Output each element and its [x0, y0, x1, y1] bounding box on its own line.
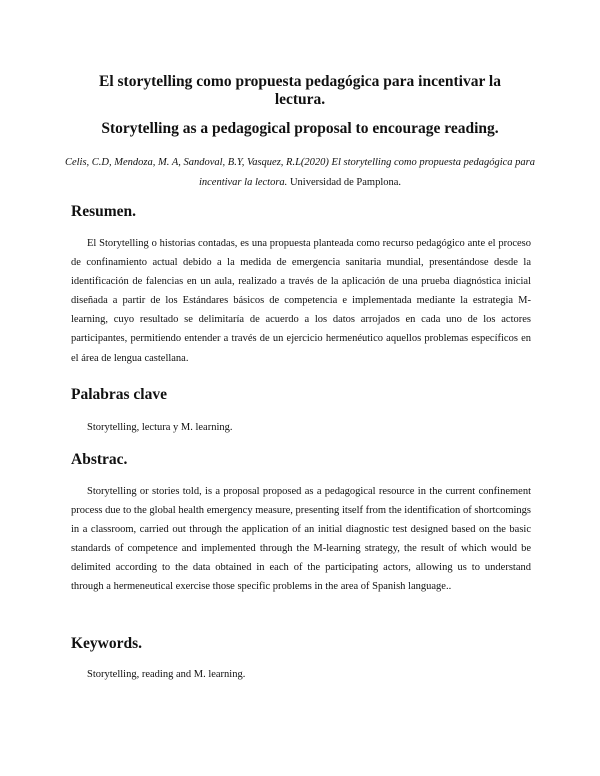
keywords-text: Storytelling, reading and M. learning. [87, 669, 246, 680]
title-english: Storytelling as a pedagogical proposal to encourage reading. [101, 120, 499, 137]
resumen-paragraph: El Storytelling o historias contadas, es una propuesta planteada como recurso pedagógico ante el proceso de confinamiento actual debido a la medida de emergencia sanitaria mundial, presentándose desde la identificación de falencias en un aula, realizado a través de la aplicación de una prueba diagnóstica inicial diseñada a partir de los Estándares básicos de competencia e implementada mediante la estrategia M- learning, cuyo resultado se delimitaría de acuerdo a los datos arrojados en cada uno de los actores participantes, permitiendo entender a través de un ejercicio hermenéutico aquellos problemas específicos en el área de lengua castellana. [71, 238, 531, 364]
keywords-heading: Keywords. [71, 635, 143, 652]
abstract-paragraph: Storytelling or stories told, is a proposal proposed as a pedagogical resource in the current confinement process due to the global health emergency measure, presenting itself from the identification of shortcomings in a classroom, carried out through the application of an initial diagnostic test designed based on the basic standards of competence and implemented through the M-learning strategy, the result of which would be delimited according to the data obtained in each of the participating actors, allowing us to understand through a hermeneutical exercise those specific problems in the area of Spanish language.. [71, 486, 531, 593]
abstract-heading: Abstrac. [71, 451, 128, 468]
palabras-clave-heading: Palabras clave [71, 386, 167, 403]
citation [60, 153, 540, 192]
palabras-clave-text: Storytelling, lectura y M. learning. [87, 422, 233, 433]
resumen-heading: Resumen. [71, 203, 137, 220]
citation-affiliation: Universidad de Pamplona. [289, 176, 402, 188]
citation-reference: Celis, C.D, Mendoza, M. A, Sandoval, B.Y, Vasquez, R.L(2020) El storytelling como propuesta pedagógica para incentivar la lectora. [64, 157, 536, 188]
title-spanish: El storytelling como propuesta pedagógica para incentivar la lectura. [99, 73, 501, 108]
